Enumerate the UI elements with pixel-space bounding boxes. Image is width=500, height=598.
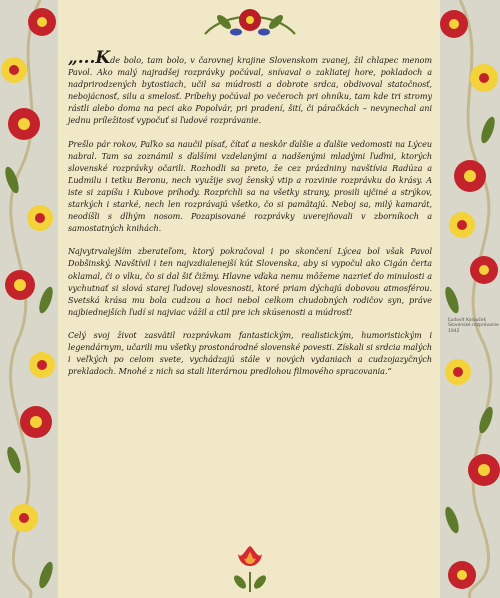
left-floral-border	[0, 0, 58, 598]
red-flower-icon	[448, 561, 476, 589]
story-text	[68, 48, 432, 388]
red-flower-icon	[5, 270, 35, 300]
red-flower-icon	[28, 8, 56, 36]
bottom-tulip-ornament-icon	[228, 544, 272, 594]
red-flower-icon	[468, 454, 500, 486]
drop-cap: „...K	[68, 48, 111, 68]
red-flower-icon	[470, 256, 498, 284]
red-flower-icon	[440, 10, 468, 38]
red-flower-icon	[20, 406, 52, 438]
paragraph-3: Najvytrvalejším zberateľom, ktorý pokračoval i po skončení Lýcea bol však Pavol Dobšinský. Navštívil i ten najvzdialenejší kút Slovenska, aby si vypočul ako Cigán čerta oklamal, či o vlku, čo si dal šiť čižmy. Hlavne vďaka nemu môžeme nazrieť do minulosti a vychutnať si slová starej ľudovej slovesnosti, ktoré priam dýchajú dobovou atmosférou. Svetská krása mu bola cudzou a hoci nebol celkom chudobných rodičov syn, práve najbiednejších ľudí si najviac vážil a ctil pre ich skúsenosti a múdrosť!	[68, 246, 432, 317]
right-floral-border	[440, 0, 500, 598]
yellow-flower-icon	[10, 504, 38, 532]
yellow-flower-icon	[445, 359, 471, 385]
left-floral-border-art	[0, 0, 58, 598]
top-floral-ornament-icon	[200, 6, 300, 46]
yellow-flower-icon	[449, 212, 475, 238]
red-flower-icon	[454, 160, 486, 192]
paragraph-1: „...Kde bolo, tam bolo, v čarovnej krajine Slovenskom zvanej, žil chlapec menom Pavol. Ako malý najradšej rozprávky počúval, snívaval o zakliatej hore, pokladoch a nadprirodzených bytostiach, učil sa múdrosti a dobrote srdca, obdivoval statočnosť, nebojácnosť, silu a smelosť. Príbehy počúval po večeroch pri ohníku, tam kde tri stromy rástli alebo doma na peci ako Popolvár, pri pradení, šití, či páračkách – nevynechal ani jednu príležitosť vypočuť si ľudové rozprávanie.	[68, 48, 432, 126]
image-caption: Ľudovít Kolouček Slovenské rozprávanie 1942	[448, 318, 499, 334]
yellow-flower-icon	[470, 64, 498, 92]
right-floral-border-art	[440, 0, 500, 598]
yellow-flower-icon	[29, 352, 55, 378]
yellow-flower-icon	[1, 57, 27, 83]
red-flower-icon	[8, 108, 40, 140]
paragraph-2: Prešlo pár rokov, Paľko sa naučil písať, čítať a neskôr ďalšie a ďalšie vedomosti na Lýceu nabral. Tam sa zoznámil s ďalšími vzdelanými a nadšenými mladými ľuďmi, ktorých slovenské rozprávky očarili. Rozhodli sa preto, že cez prázdniny navštívia Radúza a Ľudmilu i tetku Beronu, nech využije svoj ženský vtip a rozvinie rozprávku do krásy. A iste si zapíšu i Kubove príhody. Rozpŕchli sa na všetky strany, prosili ujčiné a strýkov, starkých i starké, nech len rozprávajú všetko, čo si pamätajú. Neboj sa, milý kamarát, neodíšli s dlhým nosom. Pozapisované rozprávky uverejňovali v zborníkoch a samostatných knihách.	[68, 138, 432, 234]
yellow-flower-icon	[27, 205, 53, 231]
paragraph-4: Celý svoj život zasvätil rozprávkam fantastickým, realistickým, humoristickým i legendárnym, učarili mu všetky prostonárodné slovenské povesti. Získali si srdcia malých i veľkých po celom svete, vychádzajú stále v nových vydaniach a cudzojazyčných prekladoch. Mnohé z nich sa stali literárnou predlohou filmového spracovania.“	[68, 329, 432, 377]
